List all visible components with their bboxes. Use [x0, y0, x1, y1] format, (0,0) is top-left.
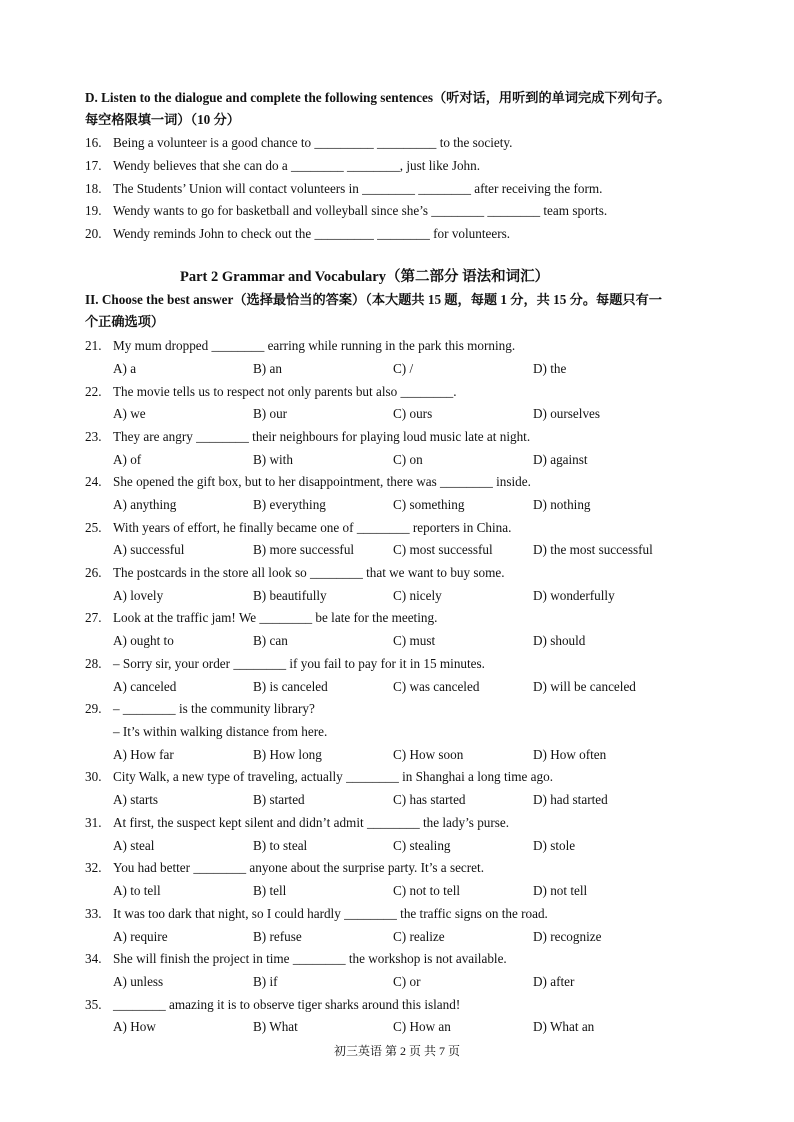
question-number: 35. [85, 997, 102, 1012]
question-number: 25. [85, 520, 102, 535]
fill-in-sentence: Wendy believes that she can do a ________ ________, just like John. [113, 158, 481, 173]
option-d: D) What an [533, 1019, 595, 1034]
option-a: A) How [113, 1019, 156, 1034]
question-stem: The postcards in the store all look so ________ that we want to buy some. [113, 565, 505, 580]
option-b: B) an [253, 361, 282, 376]
question-number: 29. [85, 701, 102, 716]
option-a: A) lovely [113, 588, 164, 603]
question-stem: They are angry ________ their neighbours for playing loud music late at night. [113, 429, 531, 444]
option-d: D) nothing [533, 497, 591, 512]
option-a: A) canceled [113, 679, 177, 694]
option-d: D) not tell [533, 883, 588, 898]
fill-in-sentence: Being a volunteer is a good chance to _________ _________ to the society. [113, 135, 513, 150]
question-number: 30. [85, 769, 102, 784]
question-stem: My mum dropped ________ earring while running in the park this morning. [113, 338, 516, 353]
part2-instructions-line1: II. Choose the best answer（选择最恰当的答案）（本大题共 15 题，每题 1 分，共 15 分。每题只有一 [85, 292, 662, 307]
option-d: D) against [533, 452, 588, 467]
option-b: B) more successful [253, 542, 355, 557]
question-stem-response: – It’s within walking distance from here. [113, 724, 328, 739]
page-footer: 初三英语 第 2 页 共 7 页 [333, 1044, 460, 1058]
option-b: B) tell [253, 883, 287, 898]
question-stem: You had better ________ anyone about the surprise party. It’s a secret. [113, 860, 484, 875]
option-c: C) not to tell [393, 883, 461, 898]
option-c: C) ours [393, 406, 433, 421]
option-d: D) ourselves [533, 406, 601, 421]
option-c: C) something [393, 497, 465, 512]
question-number: 22. [85, 384, 102, 399]
item-number: 17. [85, 158, 102, 173]
option-c: C) How an [393, 1019, 451, 1034]
question-number: 31. [85, 815, 102, 830]
option-a: A) How far [113, 747, 174, 762]
option-b: B) How long [253, 747, 322, 762]
item-number: 20. [85, 226, 102, 241]
option-c: C) How soon [393, 747, 464, 762]
question-number: 33. [85, 906, 102, 921]
option-b: B) is canceled [253, 679, 328, 694]
question-stem: The movie tells us to respect not only parents but also ________. [113, 384, 457, 399]
question-stem: – ________ is the community library? [113, 701, 315, 716]
option-d: D) should [533, 633, 586, 648]
question-stem: She opened the gift box, but to her disappointment, there was ________ inside. [113, 474, 531, 489]
option-a: A) to tell [113, 883, 161, 898]
option-b: B) with [253, 452, 293, 467]
option-c: C) has started [393, 792, 466, 807]
question-number: 32. [85, 860, 102, 875]
option-b: B) refuse [253, 929, 302, 944]
option-d: D) had started [533, 792, 608, 807]
section-d-heading-line2: 每空格限填一词）（10 分） [85, 112, 240, 127]
option-a: A) successful [113, 542, 185, 557]
question-stem: With years of effort, he finally became one of ________ reporters in China. [113, 520, 512, 535]
option-a: A) unless [113, 974, 164, 989]
item-number: 16. [85, 135, 102, 150]
question-number: 27. [85, 610, 102, 625]
question-number: 24. [85, 474, 102, 489]
option-c: C) on [393, 452, 423, 467]
question-stem: She will finish the project in time ________ the workshop is not available. [113, 951, 507, 966]
part2-title: Part 2 Grammar and Vocabulary（第二部分 语法和词汇） [180, 269, 550, 285]
option-a: A) anything [113, 497, 177, 512]
option-b: B) can [253, 633, 288, 648]
part2-instructions-line2: 个正确选项） [85, 314, 165, 329]
option-c: C) stealing [393, 838, 451, 853]
option-b: B) if [253, 974, 278, 989]
section-d-heading-line1: D. Listen to the dialogue and complete the following sentences（听对话，用听到的单词完成下列句子。 [85, 90, 671, 105]
option-d: D) stole [533, 838, 576, 853]
option-d: D) recognize [533, 929, 602, 944]
option-c: C) was canceled [393, 679, 480, 694]
question-number: 21. [85, 338, 102, 353]
option-a: A) of [113, 452, 142, 467]
option-d: D) after [533, 974, 575, 989]
question-number: 26. [85, 565, 102, 580]
question-stem: Look at the traffic jam! We ________ be late for the meeting. [113, 610, 438, 625]
option-a: A) a [113, 361, 137, 376]
option-b: B) What [253, 1019, 298, 1034]
question-stem: ________ amazing it is to observe tiger sharks around this island! [113, 997, 461, 1012]
fill-in-sentence: Wendy wants to go for basketball and volleyball since she’s ________ ________ team sports. [113, 203, 608, 218]
question-number: 34. [85, 951, 102, 966]
question-stem: At first, the suspect kept silent and didn’t admit ________ the lady’s purse. [113, 815, 510, 830]
option-c: C) / [393, 361, 414, 376]
question-number: 28. [85, 656, 102, 671]
question-stem: City Walk, a new type of traveling, actually ________ in Shanghai a long time ago. [113, 769, 554, 784]
option-d: D) How often [533, 747, 607, 762]
option-b: B) to steal [253, 838, 308, 853]
option-b: B) beautifully [253, 588, 327, 603]
option-c: C) realize [393, 929, 445, 944]
option-c: C) nicely [393, 588, 442, 603]
question-stem: – Sorry sir, your order ________ if you fail to pay for it in 15 minutes. [113, 656, 485, 671]
option-a: A) we [113, 406, 146, 421]
option-d: D) the [533, 361, 567, 376]
option-a: A) steal [113, 838, 155, 853]
item-number: 18. [85, 181, 102, 196]
option-d: D) wonderfully [533, 588, 615, 603]
option-b: B) everything [253, 497, 326, 512]
option-c: C) must [393, 633, 436, 648]
option-a: A) ought to [113, 633, 174, 648]
question-number: 23. [85, 429, 102, 444]
item-number: 19. [85, 203, 102, 218]
question-stem: It was too dark that night, so I could hardly ________ the traffic signs on the road. [113, 906, 548, 921]
option-b: B) started [253, 792, 305, 807]
option-b: B) our [253, 406, 288, 421]
option-c: C) most successful [393, 542, 493, 557]
option-d: D) will be canceled [533, 679, 636, 694]
option-a: A) require [113, 929, 168, 944]
option-c: C) or [393, 974, 421, 989]
fill-in-sentence: The Students’ Union will contact volunteers in ________ ________ after receiving the form. [113, 181, 603, 196]
option-a: A) starts [113, 792, 159, 807]
fill-in-sentence: Wendy reminds John to check out the _________ ________ for volunteers. [113, 226, 511, 241]
option-d: D) the most successful [533, 542, 653, 557]
